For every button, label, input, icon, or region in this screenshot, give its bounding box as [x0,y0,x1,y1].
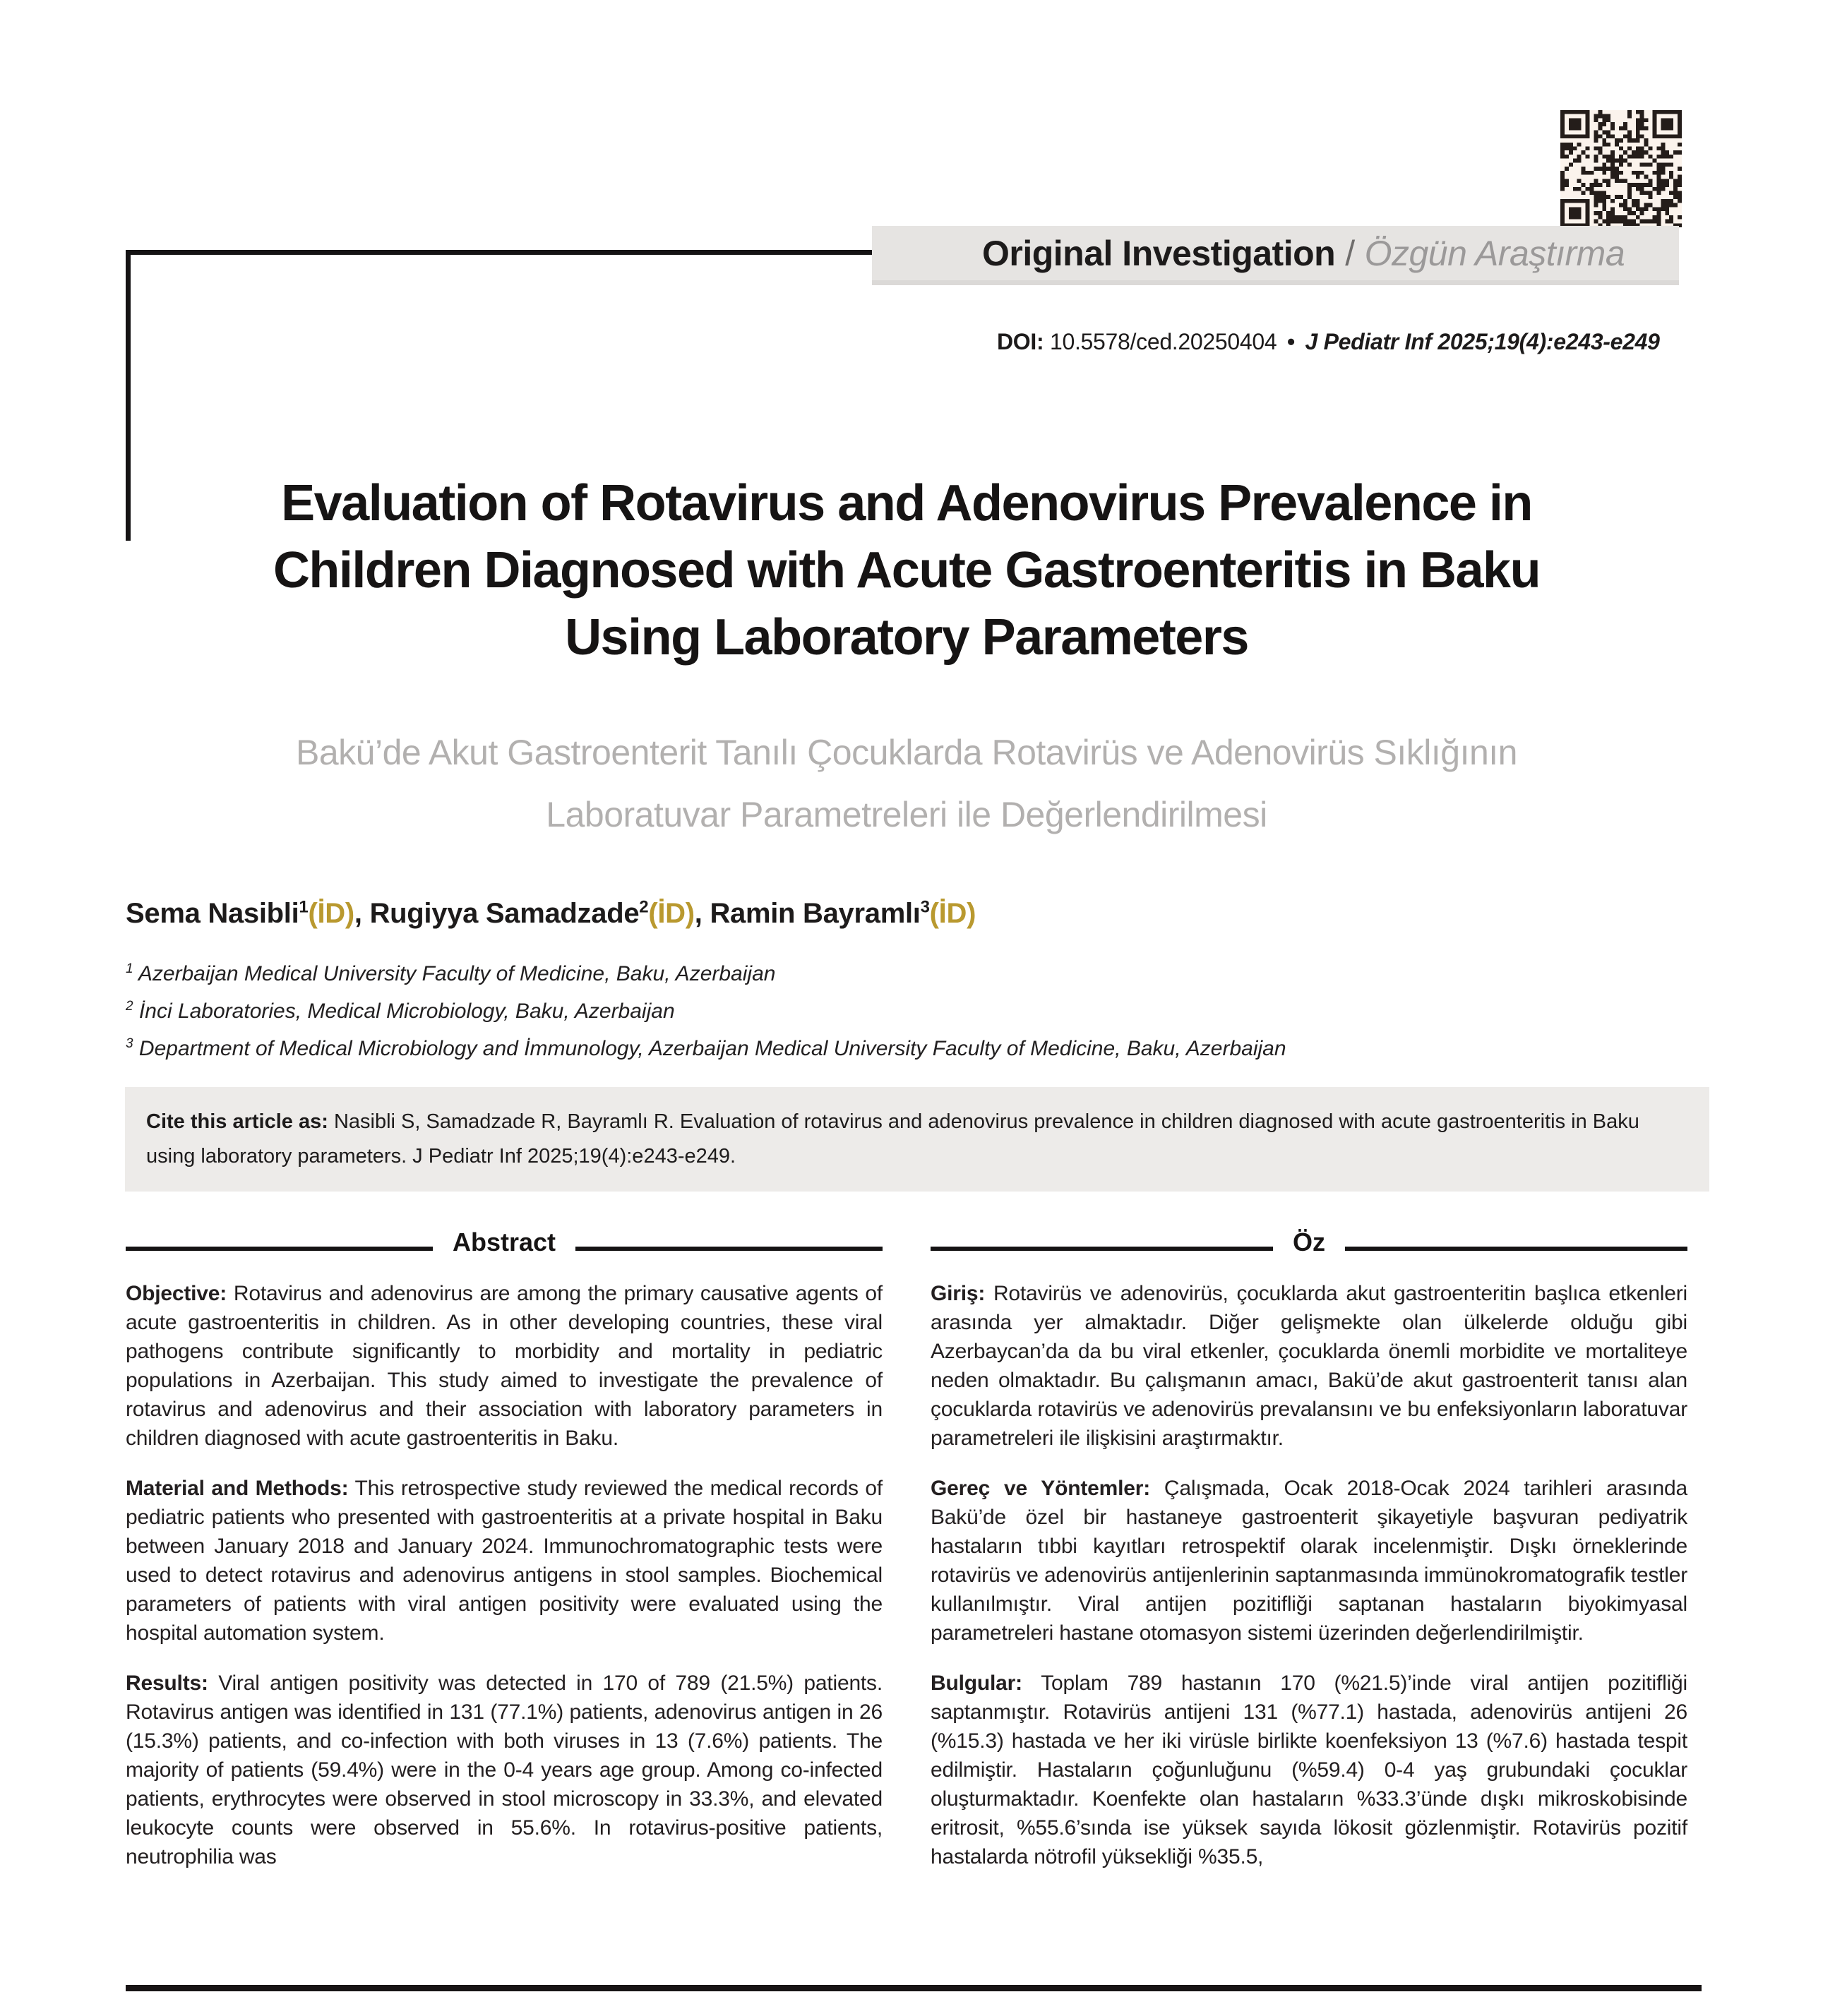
author-name: Ramin Bayramlı [710,898,921,930]
abstract-paragraph-results [126,1669,883,1871]
oz-paragraph-bulgular [931,1669,1687,1871]
affiliation-2 [126,990,1286,1028]
paragraph-text: Viral antigen positivity was detected in 170 of 789 (21.5%) patients. Rotavirus antigen was identified in 131 (77.1%) patients, adenovirus antigen in 26 (15.3%) patients, and co-infection with both viruses in 13 (7.6%) patients. The majority of patients (59.4%) were in the 0-4 years age group. Among co-infected patients, erythrocytes were observed in stool microscopy in 33.3%, and elevated leukocyte counts were observed in 55.6%. In rotavirus-positive patients, neutrophilia was [126,1672,883,1868]
author-separator: , [694,898,710,930]
affiliation-number: 3 [126,1036,133,1051]
footer-rule [126,1985,1702,1991]
doi-label: DOI: [997,329,1044,354]
subtitle-line-1: Bakü’de Akut Gastroenterit Tanılı Çocuklarda Rotavirüs ve Adenovirüs Sıklığının [296,733,1517,772]
orcid-id-badge[interactable]: (İD) [929,898,976,930]
abstract-column-en [126,1230,883,1871]
paragraph-text: Çalışmada, Ocak 2018-Ocak 2024 tarihleri arasında Bakü’de özel bir hastaneye gastroenterit şikayetiyle başvuran pediyatrik hastaların tıbbi kayıtları retrospektif olarak incelenmiştir. Dışkı örneklerinde rotavirüs ve adenovirüs antijenlerinin saptanmasında immünokromatografik testler kullanılmıştır. Viral antijen pozitifliği saptanan hastaların biyokimyasal parametreleri hastane otomasyon sistemi üzerinden değerlendirilmiştir. [931,1477,1687,1645]
top-corner-rule-horizontal [126,250,872,255]
oz-paragraph-giris [931,1279,1687,1453]
paragraph-text: Toplam 789 hastanın 170 (%21.5)’inde viral antijen pozitifliği saptanmıştır. Rotavirüs antijeni 131 (%77.1) hastada, adenovirüs antijeni 26 (%15.3) hastada ve her iki virüsle birlikte koenfeksiyon 13 (%7.6) hastada tespit edilmiştir. Hastaların çoğunluğunu (%59.4) 0-4 yaş grubundaki çocuklar oluşturmaktadır. Koenfekte olan hastaların %33.3’ünde dışkı mikroskobisinde eritrosit, %55.6’sında ise yüksek sayıda lökosit gözlenmiştir. Rotavirüs pozitif hastalarda nötrofil yüksekliği %35.5, [931,1672,1688,1868]
paragraph-label: Giriş: [931,1282,986,1305]
paragraph-text: Rotavirüs ve adenovirüs, çocuklarda akut gastroenteritin başlıca etkenleri arasında yer almaktadır. Diğer gelişmekte olan ülkelerde olduğu gibi Azerbaycan’da da bu viral etkenler, çocuklarda önemli morbidite ve mortaliteye neden olmaktadır. Bu çalışmanın amacı, Bakü’de akut gastroenterit tanısı alan çocuklarda rotavirüs ve adenovirüs prevalansını ve bu enfeksiyonların laboratuvar parametreleri ile ilişkisini araştırmaktır. [931,1282,1688,1450]
title-line-2: Children Diagnosed with Acute Gastroenteritis in Baku [273,542,1541,599]
affiliation-text: Azerbaijan Medical University Faculty of Medicine, Baku, Azerbaijan [138,962,776,985]
author-affiliation-number: 1 [299,898,309,917]
author-3 [710,898,976,929]
article-title-en [126,470,1687,671]
abstract-heading-row [126,1230,883,1255]
doi-value: 10.5578/ced.20250404 [1049,329,1277,354]
subtitle-line-2: Laboratuvar Parametreleri ile Değerlendirilmesi [546,795,1267,834]
paragraph-text: This retrospective study reviewed the medical records of pediatric patients who presented with gastroenteritis at a private hospital in Baku between January 2018 and January 2024. Immunochromatographic tests were used to detect rotavirus and adenovirus antigens in stool samples. Biochemical parameters of patients with viral antigen positivity were evaluated using the hospital automation system. [126,1477,883,1645]
orcid-id-badge[interactable]: (İD) [308,898,354,930]
affiliation-text: İnci Laboratories, Medical Microbiology, Baku, Azerbaijan [138,1000,675,1023]
affiliation-number: 1 [126,961,133,976]
paragraph-label: Objective: [126,1282,227,1305]
oz-heading-row [931,1230,1687,1255]
author-affiliation-number: 2 [639,898,649,917]
affiliation-3 [126,1028,1286,1065]
author-name: Sema Nasibli [126,898,299,930]
author-1 [126,898,370,929]
author-2 [370,898,710,929]
heading-rule-left [126,1247,433,1251]
affiliation-text: Department of Medical Microbiology and İmmunology, Azerbaijan Medical University Faculty of Medicine, Baku, Azerbaijan [138,1037,1286,1060]
category-separator: / [1345,233,1355,273]
heading-rule-left [931,1247,1273,1251]
author-affiliation-number: 3 [920,898,930,917]
abstract-paragraph-methods [126,1474,883,1648]
affiliations-list [126,953,1286,1065]
authors-line [126,898,976,930]
journal-reference: J Pediatr Inf 2025;19(4):e243-e249 [1305,329,1660,354]
cite-text: Nasibli S, Samadzade R, Bayramlı R. Evaluation of rotavirus and adenovirus prevalence in children diagnosed with acute gastroenteritis in Baku using laboratory parameters. J Pediatr Inf 2025;19(4):e243-e249. [146,1110,1639,1168]
affiliation-1 [126,953,1286,990]
article-title-tr [126,721,1687,846]
abstract-paragraph-objective [126,1279,883,1453]
paragraph-text: Rotavirus and adenovirus are among the primary causative agents of acute gastroenteritis in children. As in other developing countries, these viral pathogens contribute significantly to morbidity and mortality in pediatric populations in Azerbaijan. This study aimed to investigate the prevalence of rotavirus and adenovirus and their association with laboratory parameters in children diagnosed with acute gastroenteritis in Baku. [126,1282,883,1450]
author-separator: , [354,898,370,930]
oz-heading: Öz [1293,1228,1326,1256]
title-line-1: Evaluation of Rotavirus and Adenovirus Prevalence in [281,475,1532,532]
paragraph-label: Results: [126,1672,208,1695]
cite-box [125,1087,1709,1192]
oz-paragraph-yontemler [931,1474,1687,1648]
abstract-column-tr [931,1230,1687,1871]
paragraph-label: Bulgular: [931,1672,1022,1695]
category-label-en: Original Investigation [982,233,1336,273]
qr-code [1560,110,1682,227]
title-line-3: Using Laboratory Parameters [565,609,1248,666]
bullet-separator: • [1286,329,1295,354]
abstract-columns [126,1230,1687,1871]
doi-line [997,329,1660,355]
author-name: Rugiyya Samadzade [369,898,640,930]
category-label-tr: Özgün Araştırma [1364,233,1625,273]
paragraph-label: Material and Methods: [126,1477,349,1500]
heading-rule-right [1345,1247,1687,1251]
paragraph-label: Gereç ve Yöntemler: [931,1477,1150,1500]
orcid-id-badge[interactable]: (İD) [648,898,695,930]
cite-label: Cite this article as: [146,1110,328,1133]
abstract-heading: Abstract [452,1228,556,1256]
heading-rule-right [575,1247,883,1251]
article-category-band [872,226,1679,285]
affiliation-number: 2 [126,999,133,1014]
